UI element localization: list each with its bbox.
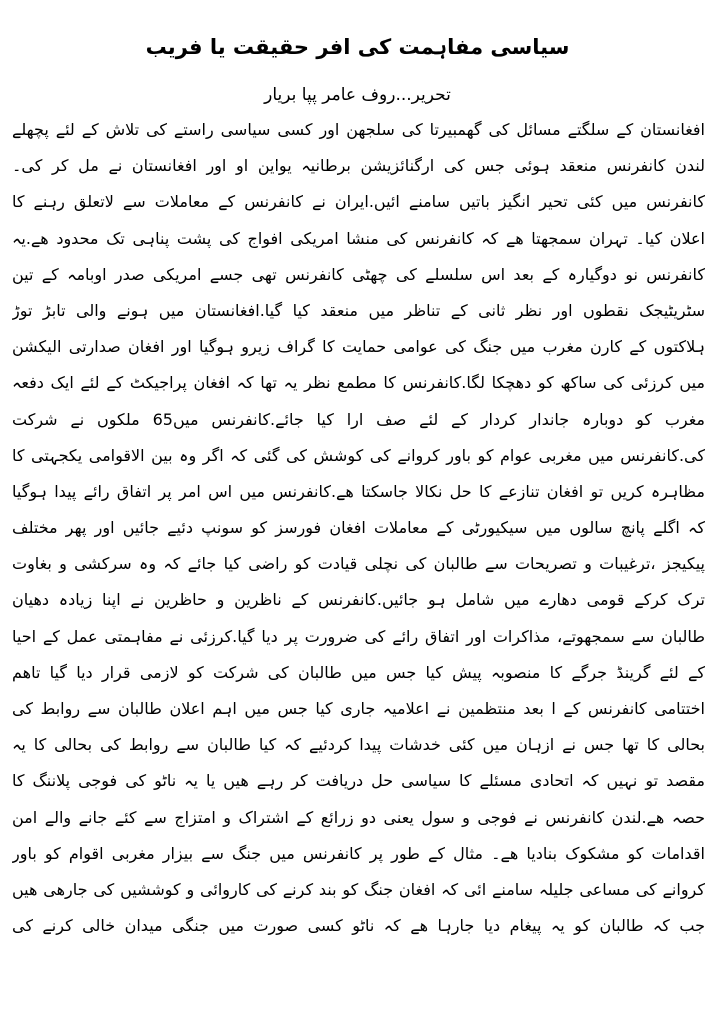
body-line: طالبان سے سمجھوتے، مذاکرات اور اتفاق رائے کی ضرورت پر دیا گیا.کرزئی نے مفاہمتی عمل کے احیا: [12, 626, 705, 646]
body-line: کی.کانفرنس میں مغربی عوام کو باور کروانے کی کوشش کی گئی کہ اگر وہ بین الاقوامی یکجہتی کا: [12, 445, 705, 465]
body-line: کہ اگلے پانچ سالوں میں سیکیورٹی کے معاملات افغان فورسز کو سونپ دئیے جائیں اور پھر مختلف: [12, 518, 705, 538]
body-line: کانفرنس نو دوگیارہ کے بعد اس سلسلے کی چھٹی کانفرنس تھی جسے امریکی صدر اوبامہ کے تین: [12, 264, 705, 284]
body-line: ترک کرکے قومی دھارے میں شامل ہو جائیں.کانفرنس کے ناظرین و حاظرین نے اپنا زیادہ دھیان: [12, 590, 705, 610]
body-line: میں کرزئی کی ساکھ کو دھچکا لگا.کانفرنس کا مطمع نظر یہ تھا کہ افغان پراجیکٹ کے لئے ایک دفعہ: [12, 373, 705, 393]
body-line: کانفرنس میں کئی تحیر انگیز باتیں سامنے ائیں.ایران نے کانفرنس کے معاملات سے لاتعلق رہنے کا: [12, 192, 705, 212]
article-title: سیاسی مفاہمت کی افر حقیقت یا فریب: [145, 35, 570, 59]
article-byline: تحریر...روف عامر پپا بریار: [264, 85, 451, 105]
article-body: [12, 112, 705, 944]
body-line: مغرب کو دوبارہ جاندار کردار کے لئے صف ارا کیا جائے.کانفرنس میں65 ملکوں نے شرکت: [12, 409, 705, 429]
body-line: لندن کانفرنس منعقد ہوئی جس کی ارگنائزیشن برطانیہ یواین او اور افغانستان نے مل کر کی۔: [12, 156, 705, 176]
body-line: ہلاکتوں کے کارن مغرب میں جنگ کی عوامی حمایت کا گراف زیرو ہوگیا اور افغان صدارتی الیکشن: [12, 337, 705, 357]
body-line: پیکیجز ،ترغیبات و تصریحات سے طالبان کی نچلی قیادت کو راضی کیا جائے کہ وہ سرکشی و بغاوت: [12, 554, 705, 574]
body-line: اعلان کیا۔ تہران سمجھتا ھے کہ کانفرنس کی منشا امریکی افواج کی پشت پناہی تک محدود ھے.یہ: [12, 228, 705, 248]
body-line: کے لئے گرینڈ جرگے کا منصوبہ پیش کیا جس میں طالبان کی شرکت کو لازمی قرار دیا گیا تاھم: [12, 662, 705, 682]
body-line: اختتامی کانفرنس کے ا بعد منتظمین نے اعلامیہ جاری کیا جس میں اہم اعلان طالبان سے روابط کی: [12, 699, 705, 718]
body-line: بحالی کا تھا جس نے ازہان میں کئی خدشات پیدا کردئیے کہ کیا طالبان سے روابط کی بحالی کا یہ: [12, 735, 705, 755]
body-line: مظاہرہ کریں تو افغان تنازعے کا حل نکالا جاسکتا ھے.کانفرنس میں اس امر پر اتفاق رائے پیدا ہوگیا: [12, 481, 705, 501]
body-line: افغانستان کے سلگتے مسائل کی گھمبیرتا کی سلجھن اور کسی سیاسی راستے کی تلاش کے لئے پچھلے: [12, 120, 705, 139]
body-line: مقصد تو نہیں کہ اتحادی مسئلے کا سیاسی حل دریافت کر رہے ھیں یا یہ ناٹو کی فوجی پلاننگ کا: [12, 771, 705, 791]
body-line: کروانے کی مساعی جلیلہ سامنے ائی کہ افغان جنگ کو بند کرنے کی کاروائی و کوششیں کی جارھی ھیں: [12, 879, 705, 899]
body-line: جب کہ طالبان کو یہ پیغام دیا جارہا ھے کہ ناٹو کسی صورت میں جنگی میدان خالی کرنے کی: [12, 916, 705, 936]
body-line: حصہ ھے.لندن کانفرنس نے فوجی و سول یعنی دو زرائع کے اشتراک و امتزاج سے کئے جانے والے امن: [12, 807, 705, 827]
body-line: اقدامات کو مشکوک بنادیا ھے۔ مثال کے طور پر کانفرنس میں جنگ سے بیزار مغربی اقوام کو باور: [12, 843, 705, 863]
body-line: سٹریٹیجک نقطوں اور نظر ثانی کے تناظر میں منعقد کیا گیا.افغانستان میں ہونے والی تابڑ توڑ: [12, 300, 705, 320]
